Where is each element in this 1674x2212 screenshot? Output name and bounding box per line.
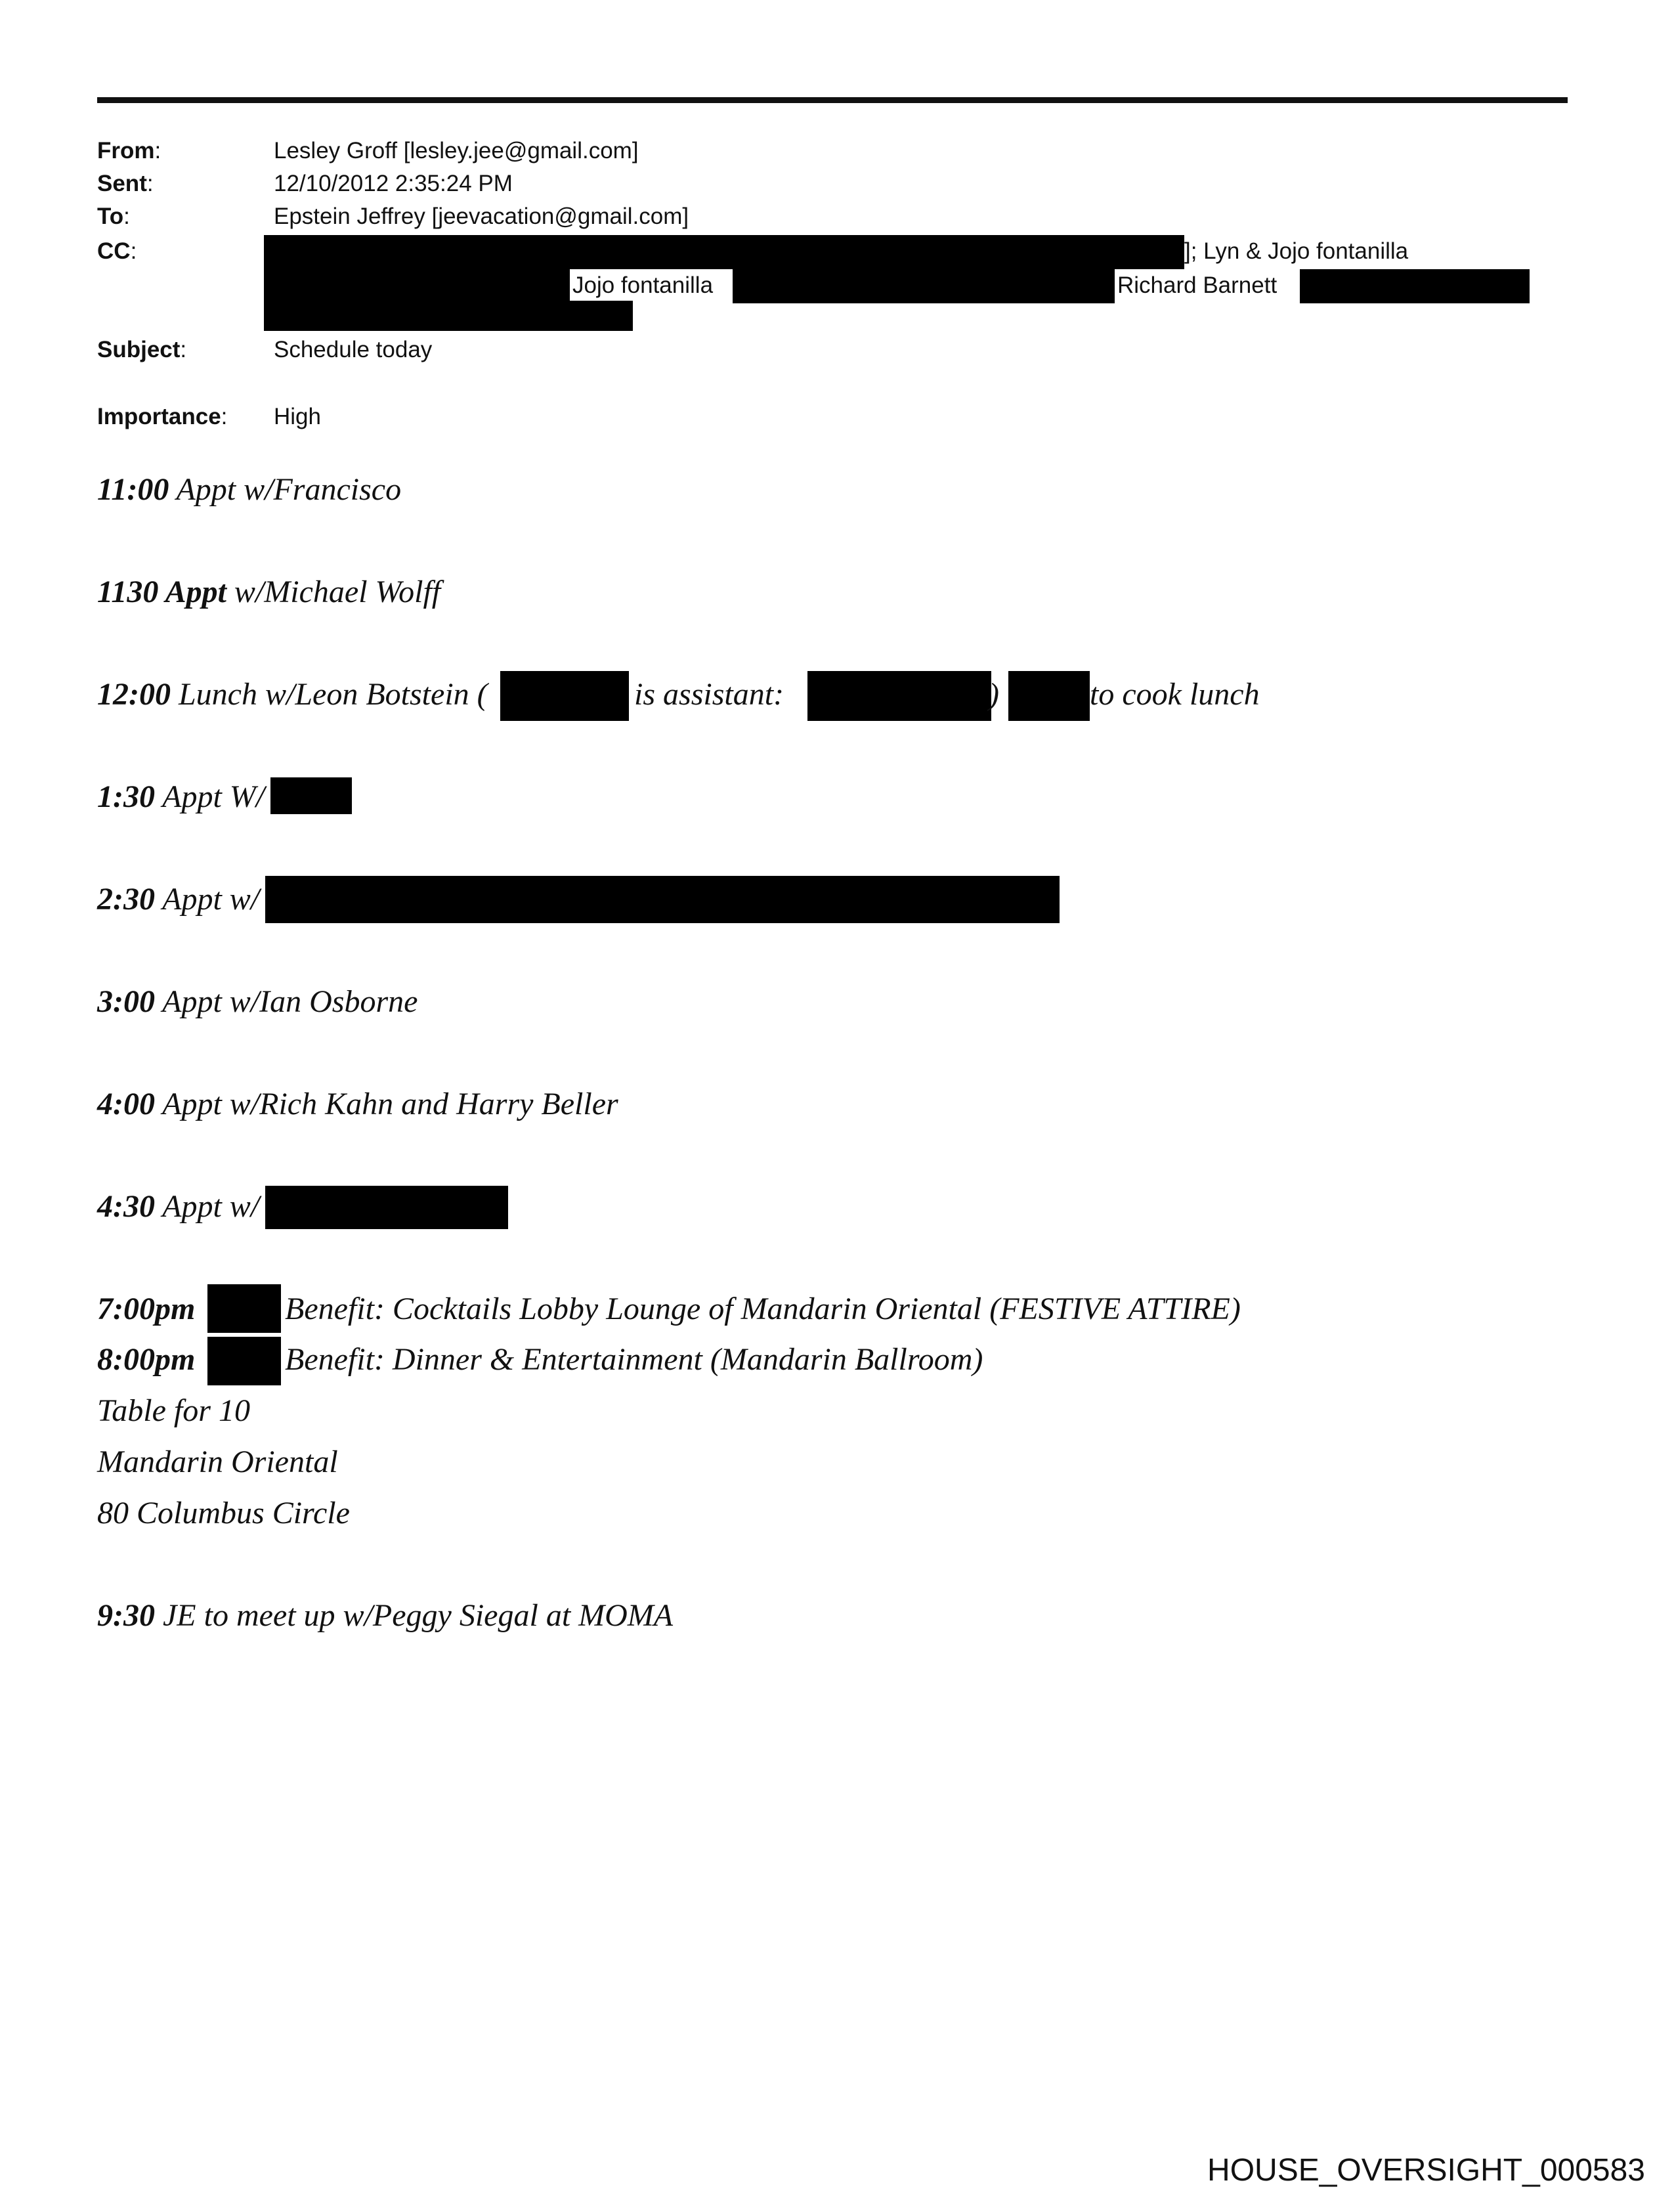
cc-fragment-2: Jojo fontanilla bbox=[572, 272, 714, 298]
importance-label: Importance: bbox=[97, 404, 228, 429]
lunch-redaction-1 bbox=[500, 671, 629, 721]
venue-line: Mandarin Oriental bbox=[97, 1444, 338, 1479]
lunch-redaction-2 bbox=[807, 671, 991, 721]
schedule-entry-1130: 1130 Appt w/Michael Wolff bbox=[97, 575, 441, 609]
schedule-entry-930: 9:30 JE to meet up w/Peggy Siegal at MOMA bbox=[97, 1598, 674, 1633]
sent-label: Sent: bbox=[97, 171, 154, 196]
address-line: 80 Columbus Circle bbox=[97, 1496, 350, 1530]
lunch-paren-close: ) bbox=[989, 677, 999, 712]
subject-value: Schedule today bbox=[274, 337, 433, 362]
schedule-entry-700pm-time: 7:00pm bbox=[97, 1291, 196, 1326]
lunch-cook-text: to cook lunch bbox=[1090, 677, 1260, 712]
table-line: Table for 10 bbox=[97, 1393, 250, 1428]
benefit-700-redaction bbox=[207, 1284, 281, 1333]
to-label: To: bbox=[97, 204, 130, 229]
lunch-assistant-text: is assistant: bbox=[634, 677, 784, 712]
cc-label: CC: bbox=[97, 238, 137, 264]
importance-value: High bbox=[274, 404, 321, 429]
sent-value: 12/10/2012 2:35:24 PM bbox=[274, 171, 513, 196]
lunch-redaction-3 bbox=[1008, 671, 1090, 721]
schedule-entry-430: 4:30 Appt w/ bbox=[97, 1189, 260, 1224]
subject-label: Subject: bbox=[97, 337, 187, 362]
schedule-entry-800pm-text: Benefit: Dinner & Entertainment (Mandarin Ballroom) bbox=[285, 1342, 983, 1377]
cc-fragment-1: ]; Lyn & Jojo fontanilla bbox=[1184, 238, 1409, 264]
bates-number: HOUSE_OVERSIGHT_000583 bbox=[1207, 2153, 1645, 2188]
schedule-entry-130: 1:30 Appt W/ bbox=[97, 779, 265, 814]
schedule-entry-230: 2:30 Appt w/ bbox=[97, 882, 260, 917]
to-value: Epstein Jeffrey [jeevacation@gmail.com] bbox=[274, 204, 689, 229]
schedule-entry-1200: 12:00 Lunch w/Leon Botstein ( bbox=[97, 677, 488, 712]
appt-130-redaction bbox=[270, 777, 352, 814]
appt-230-redaction bbox=[265, 876, 1060, 923]
cc-redaction-2 bbox=[264, 269, 570, 303]
schedule-entry-700pm-text: Benefit: Cocktails Lobby Lounge of Mandarin Oriental (FESTIVE ATTIRE) bbox=[285, 1291, 1241, 1326]
schedule-entry-300: 3:00 Appt w/Ian Osborne bbox=[97, 984, 418, 1019]
cc-redaction-5 bbox=[264, 301, 633, 331]
cc-redaction-3 bbox=[733, 269, 1115, 303]
from-value: Lesley Groff [lesley.jee@gmail.com] bbox=[274, 138, 639, 163]
schedule-entry-800pm-time: 8:00pm bbox=[97, 1342, 196, 1377]
cc-redaction-4 bbox=[1300, 269, 1530, 303]
benefit-800-redaction bbox=[207, 1337, 281, 1385]
schedule-entry-400: 4:00 Appt w/Rich Kahn and Harry Beller bbox=[97, 1087, 618, 1121]
header-rule bbox=[97, 97, 1568, 103]
from-label: From: bbox=[97, 138, 161, 163]
cc-fragment-3: Richard Barnett bbox=[1117, 272, 1277, 298]
cc-redaction-1 bbox=[264, 235, 1184, 269]
schedule-entry-1100: 11:00 Appt w/Francisco bbox=[97, 472, 402, 507]
appt-430-redaction bbox=[265, 1186, 508, 1229]
